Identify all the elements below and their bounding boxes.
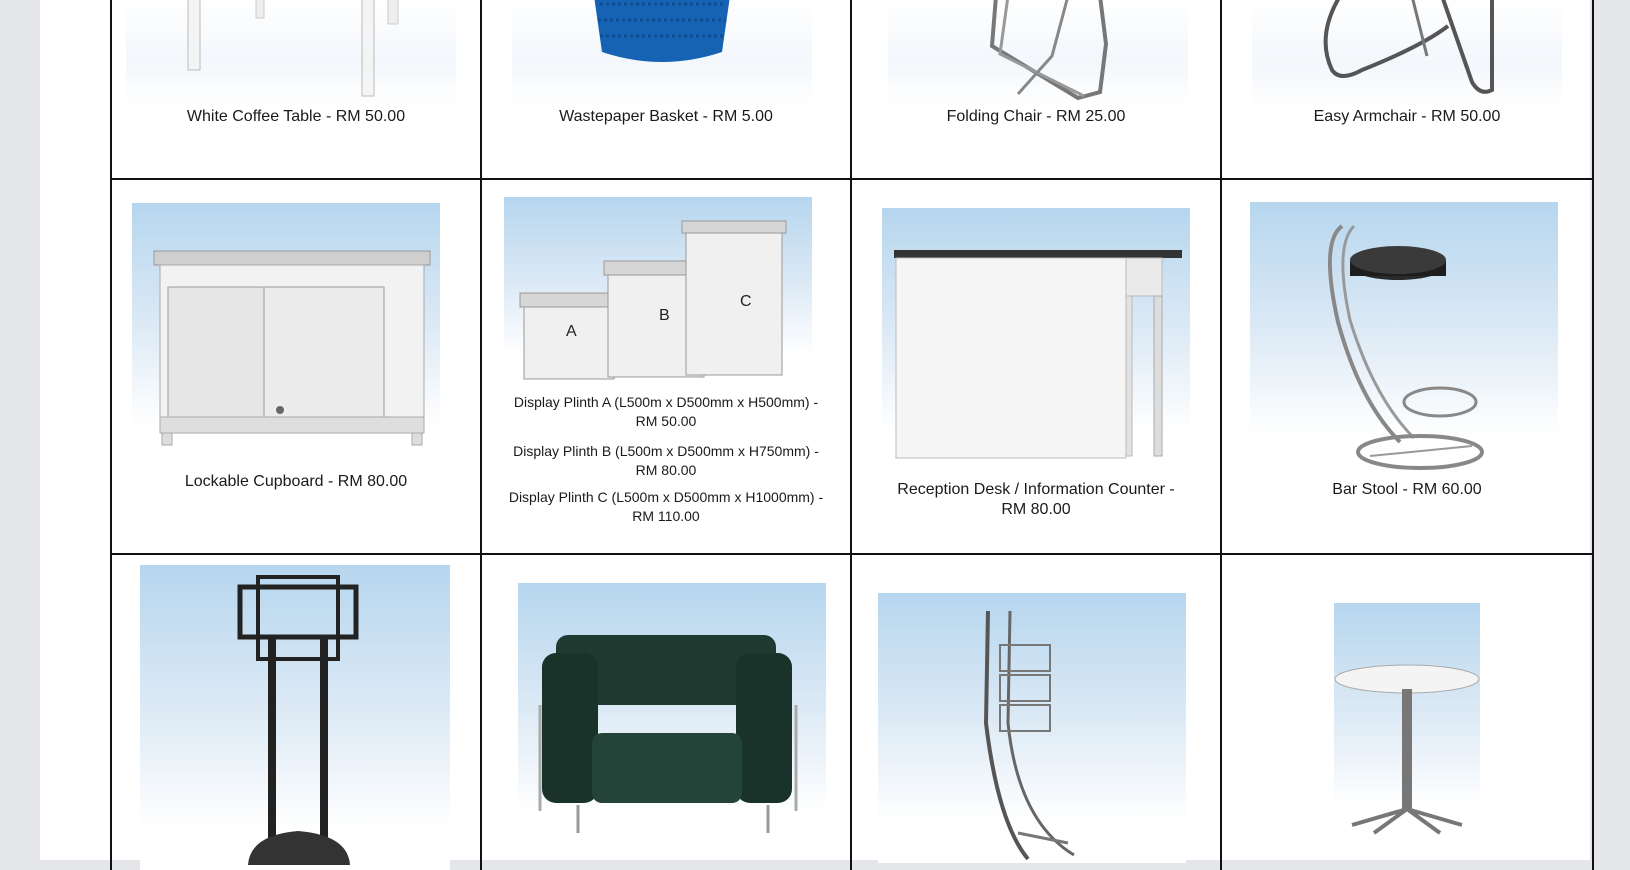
bar-stool-icon [1250, 202, 1558, 478]
item-cell-lockable-cupboard [112, 180, 482, 555]
item-caption: White Coffee Table - RM 50.00 [186, 108, 406, 125]
furniture-grid [110, 0, 1594, 870]
item-caption: Wastepaper Basket - RM 5.00 [559, 108, 773, 125]
caption-line: Display Plinth A (L500m x D500mm x H500mm) - [513, 394, 819, 410]
plinth-label-a: A [566, 323, 577, 340]
folding-chair-icon [888, 0, 1188, 106]
tv-stand-icon [140, 565, 450, 870]
item-cell-coffee-table [112, 0, 482, 180]
item-caption: Lockable Cupboard - RM 80.00 [184, 473, 408, 490]
plinth-icon [504, 197, 812, 385]
item-cell-bar-stool [1222, 180, 1592, 555]
caption-line: Reception Desk / Information Counter - [897, 481, 1175, 498]
armchair-icon [1252, 0, 1562, 108]
item-cell-easy-armchair [1222, 0, 1592, 180]
plinth-label-c: C [740, 293, 752, 310]
round-table-icon [1334, 603, 1480, 843]
item-caption: Folding Chair - RM 25.00 [946, 108, 1126, 125]
caption-line: RM 110.00 [632, 508, 700, 524]
item-cell-reception-desk [852, 180, 1222, 555]
plinth-label-b: B [659, 307, 670, 324]
catalog-page [40, 0, 1590, 860]
leather-sofa-icon [518, 583, 826, 853]
item-cell-brochure-rack [852, 555, 1222, 870]
caption-line: Display Plinth B (L500m x D500mm x H750mm) - [513, 443, 819, 459]
cupboard-icon [132, 203, 440, 465]
coffee-table-icon [126, 0, 456, 106]
item-cell-wastepaper-basket [482, 0, 852, 180]
plinth-c-caption [482, 488, 850, 526]
basket-icon [512, 0, 812, 106]
caption-line: RM 80.00 [1001, 501, 1071, 518]
item-cell-tv-stand [112, 555, 482, 870]
caption-line: Display Plinth C (L500m x D500mm x H1000mm) - [508, 489, 824, 505]
item-caption: Bar Stool - RM 60.00 [1332, 481, 1482, 498]
item-caption [852, 480, 1220, 520]
plinth-a-caption [482, 393, 850, 431]
item-caption: Easy Armchair - RM 50.00 [1313, 108, 1501, 125]
item-cell-leather-sofa [482, 555, 852, 870]
plinth-b-caption [482, 442, 850, 480]
reception-desk-icon [882, 208, 1190, 472]
caption-line: RM 80.00 [635, 462, 697, 478]
caption-line: RM 50.00 [635, 413, 697, 429]
item-cell-round-table [1222, 555, 1592, 870]
item-cell-folding-chair [852, 0, 1222, 180]
item-cell-display-plinth [482, 180, 852, 555]
brochure-rack-icon [878, 593, 1186, 863]
